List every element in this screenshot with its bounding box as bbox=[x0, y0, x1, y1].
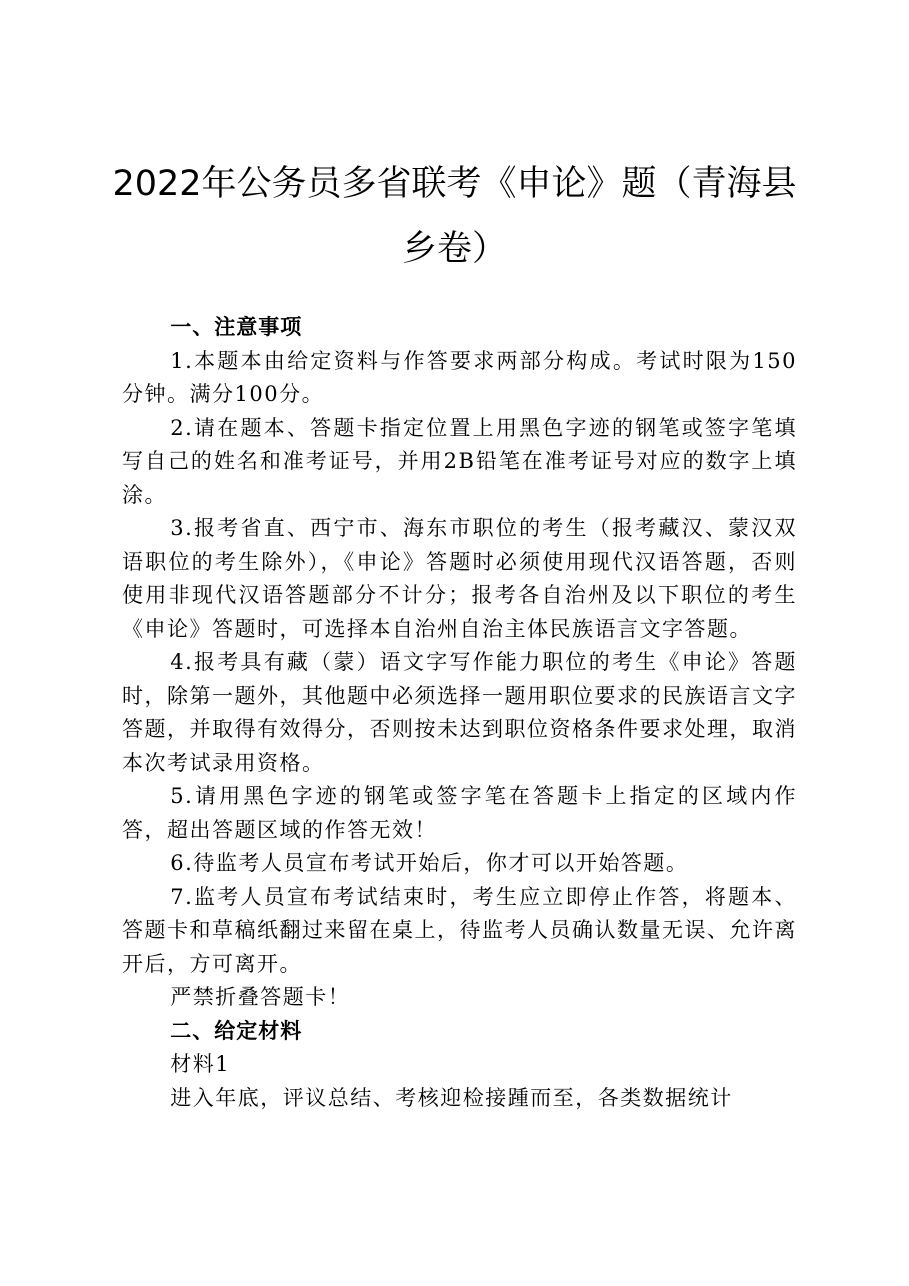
note-item-5: 5.请用黑色字迹的钢笔或签字笔在答题卡上指定的区域内作答，超出答题区域的作答无效！ bbox=[122, 784, 797, 842]
document-title-line-2: 乡卷） bbox=[401, 229, 507, 269]
material-label: 材料1 bbox=[170, 1052, 231, 1076]
note-item-6: 6.待监考人员宣布考试开始后，你才可以开始答题。 bbox=[170, 851, 689, 875]
material-paragraph: 进入年底，评议总结、考核迎检接踵而至，各类数据统计 bbox=[170, 1085, 733, 1110]
document-body bbox=[122, 311, 797, 1115]
document-title-line-1: 2022年公务员多省联考《申论》题（青海县 bbox=[112, 164, 797, 204]
note-item-4: 4.报考具有藏（蒙）语文字写作能力职位的考生《申论》答题时，除第一题外，其他题中必须选择一题用职位要求的民族语言文字答题，并取得有效得分，否则按未达到职位资格条件要求处理，取消本次考试录用资格。 bbox=[122, 650, 797, 775]
note-item-2: 2.请在题本、答题卡指定位置上用黑色字迹的钢笔或签字笔填写自己的姓名和准考证号，并用2B铅笔在准考证号对应的数字上填涂。 bbox=[122, 415, 797, 507]
note-item-1: 1.本题本由给定资料与作答要求两部分构成。考试时限为150分钟。满分100分。 bbox=[122, 348, 797, 406]
section-heading-materials: 二、给定材料 bbox=[170, 1018, 303, 1043]
section-heading-notes: 一、注意事项 bbox=[170, 315, 303, 339]
note-item-7: 7.监考人员宣布考试结束时，考生应立即停止作答，将题本、答题卡和草稿纸翻过来留在桌上，待监考人员确认数量无误、允许离开后，方可离开。 bbox=[122, 884, 797, 976]
note-item-3: 3.报考省直、西宁市、海东市职位的考生（报考藏汉、蒙汉双语职位的考生除外），《申论》答题时必须使用现代汉语答题，否则使用非现代汉语答题部分不计分；报考各自治州及以下职位的考生《申论》答题时，可选择本自治州自治主体民族语言文字答题。 bbox=[122, 516, 797, 641]
warning-text: 严禁折叠答题卡！ bbox=[170, 985, 351, 1009]
